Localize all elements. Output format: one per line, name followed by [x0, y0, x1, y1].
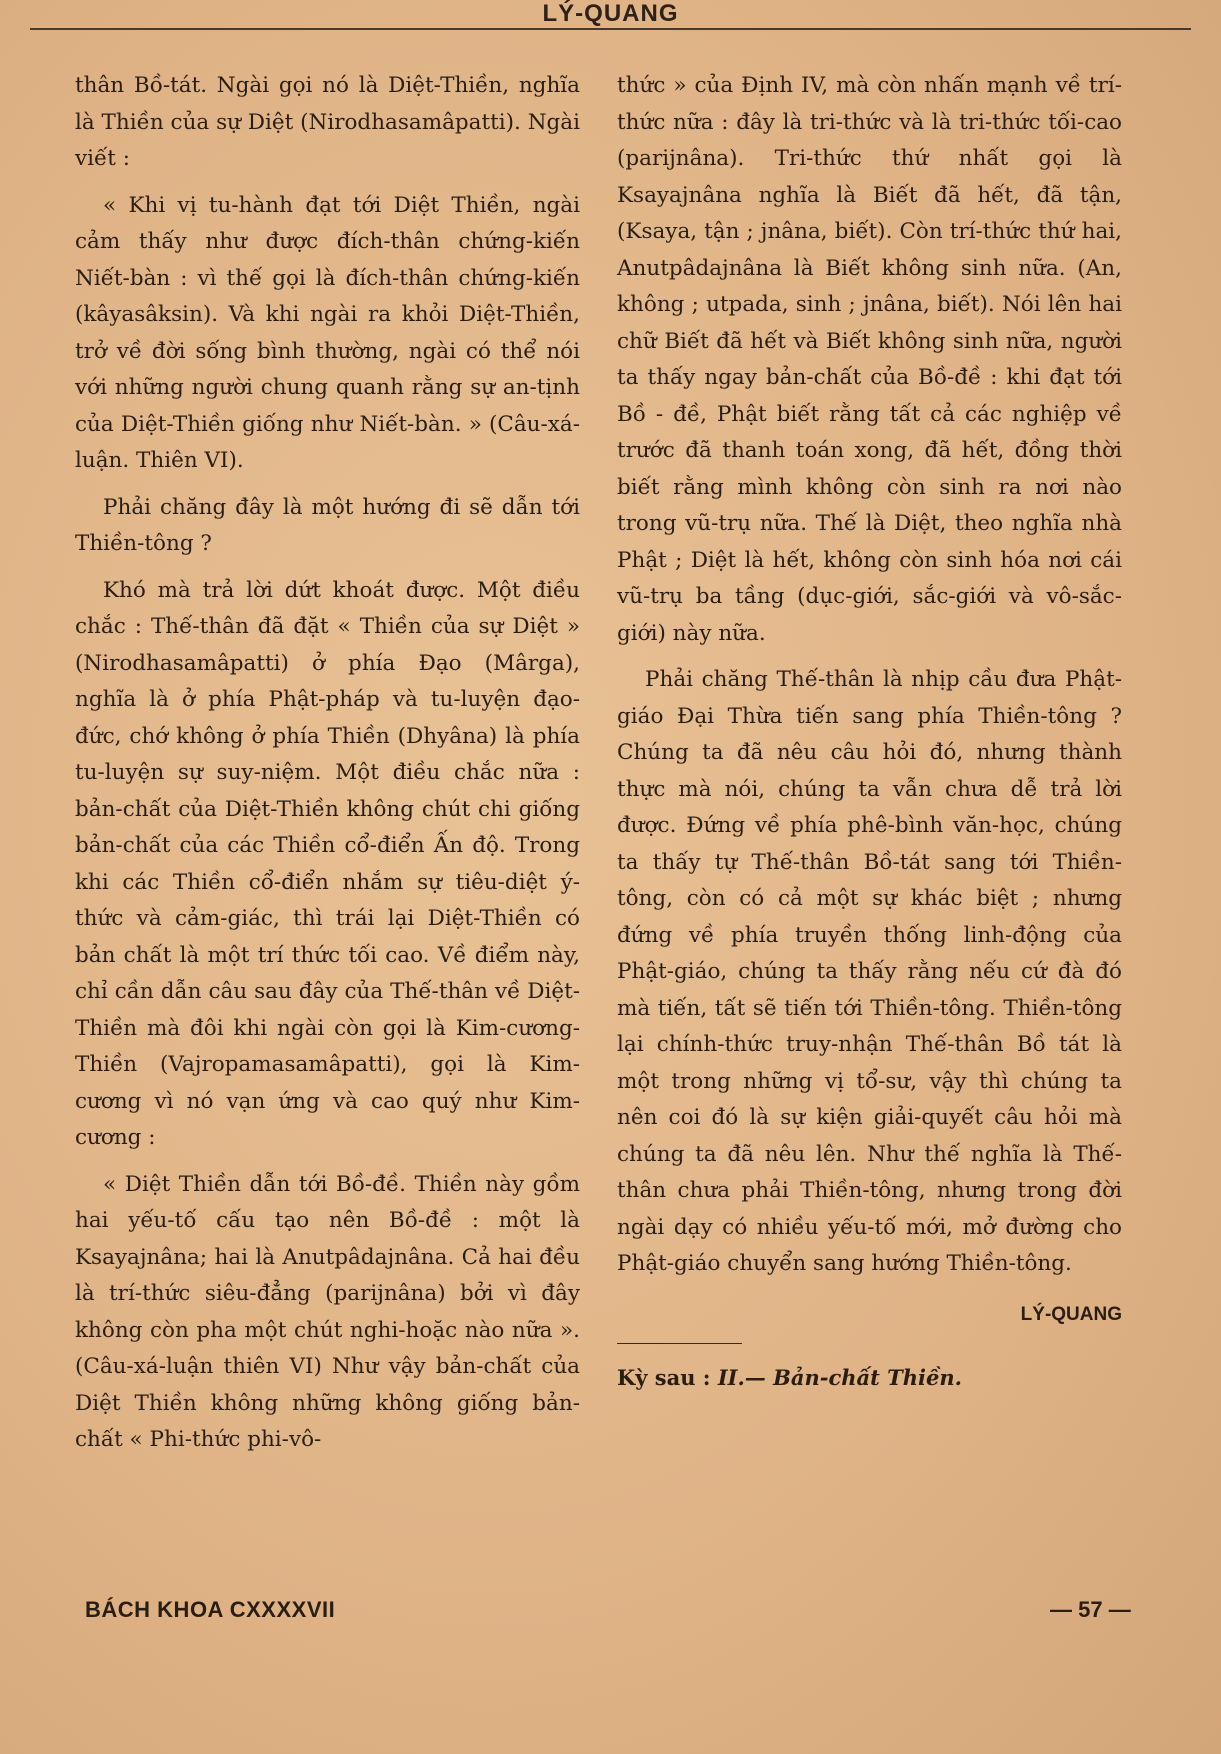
left-paragraph-4: Khó mà trả lời dứt khoát được. Một điều chắc : Thế-thân đã đặt « Thiền của sự Diệt » (Nirodhasamâpatti) ở phía Đạo (Mârga), nghĩa là ở phía Phật-pháp và tu-luyện đạo-đức, chớ không ở phía Thiền (Dhyâna) là phía tu-luyện sự suy-niệm. Một điều chắc nữa : bản-chất của Diệt-Thiền không chút chi giống bản-chất của các Thiền cổ-điển Ấn độ. Trong khi các Thiền cổ-điển nhắm sự tiêu-diệt ý-thức và cảm-giác, thì trái lại Diệt-Thiền có bản chất là một trí thức tối cao. Về điểm này, chỉ cần dẫn câu sau đây của Thế-thân về Diệt-Thiền mà đôi khi ngài còn gọi là Kim-cương-Thiền (Vajropamasamâpatti), gọi là Kim-cương vì nó vạn ứng và cao quý như Kim-cương : — [75, 577, 580, 1150]
right-column — [617, 68, 1122, 1407]
left-paragraph-2: « Khi vị tu-hành đạt tới Diệt Thiền, ngài cảm thấy như được đích-thân chứng-kiến Niết-bàn : vì thế gọi là đích-thân chứng-kiến (kâyasâksin). Và khi ngài ra khỏi Diệt-Thiền, trở về đời sống bình thường, ngài có thể nói với những người chung quanh rằng sự an-tịnh của Diệt-Thiền giống như Niết-bàn. » (Câu-xá-luận. Thiên VI). — [75, 192, 580, 473]
left-column — [75, 68, 580, 1469]
left-paragraph-1: thân Bồ-tát. Ngài gọi nó là Diệt-Thiền, nghĩa là Thiền của sự Diệt (Nirodhasamâpatti). Ngài viết : — [75, 73, 580, 171]
next-issue-label: Kỳ sau : — [617, 1365, 711, 1390]
magazine-footer: BÁCH KHOA CXXXXVII — [85, 1597, 336, 1622]
right-paragraph-1: thức » của Định IV, mà còn nhấn mạnh về trí-thức nữa : đây là tri-thức và là tri-thức tối-cao (parijnâna). Tri-thức thứ nhất gọi là Ksayajnâna nghĩa là Biết đã hết, đã tận, (Ksaya, tận ; jnâna, biết). Còn trí-thức thứ hai, Anutpâdajnâna là Biết không sinh nữa. (An, không ; utpada, sinh ; jnâna, biết). Nói lên hai chữ Biết đã hết và Biết không sinh nữa, người ta thấy ngay bản-chất của Bồ-đề : khi đạt tới Bồ - đề, Phật biết rằng tất cả các nghiệp về trước đã thanh toán xong, đã hết, đồng thời biết rằng mình không còn sinh ra nơi nào trong vũ-trụ nữa. Thế là Diệt, theo nghĩa nhà Phật ; Diệt là hết, không còn sinh hóa nơi cái vũ-trụ ba tầng (dục-giới, sắc-giới và vô-sắc-giới) này nữa. — [617, 73, 1122, 646]
left-paragraph-5: « Diệt Thiền dẫn tới Bồ-đề. Thiền này gồm hai yếu-tố cấu tạo nên Bồ-đề : một là Ksayajnâna; hai là Anutpâdajnâna. Cả hai đều là trí-thức siêu-đẳng (parijnâna) bởi vì đây không còn pha một chút nghi-hoặc nào nữa ». (Câu-xá-luận thiên VI) Như vậy bản-chất của Diệt Thiền không những không giống bản-chất « Phi-thức phi-vô- — [75, 1171, 580, 1452]
right-paragraph-2: Phải chăng Thế-thân là nhịp cầu đưa Phật-giáo Đại Thừa tiến sang phía Thiền-tông ? Chúng ta đã nêu câu hỏi đó, nhưng thành thực mà nói, chúng ta vẫn chưa dễ trả lời được. Đứng về phía phê-bình văn-học, chúng ta thấy tự Thế-thân Bồ-tát sang tới Thiền-tông, còn có cả một sự khác biệt ; nhưng đứng về phía truyền thống linh-động của Phật-giáo, chúng ta thấy rằng nếu cứ đà đó mà tiến, tất sẽ tiến tới Thiền-tông. Thiền-tông lại chính-thức truy-nhận Thế-thân Bồ tát là một trong những vị tổ-sư, vậy thì chúng ta nên coi đó là sự kiện giải-quyết câu hỏi mà chúng ta đã nêu lên. Như thế nghĩa là Thế-thân chưa phải Thiền-tông, nhưng trong đời ngài dạy có nhiều yếu-tố mới, mở đường cho Phật-giáo chuyển sang hướng Thiền-tông. — [617, 667, 1122, 1276]
header-rule — [30, 28, 1191, 30]
next-issue-title: II.— Bản-chất Thiền. — [717, 1365, 962, 1390]
running-head: LÝ-QUANG — [542, 0, 679, 27]
left-paragraph-3: Phải chăng đây là một hướng đi sẽ dẫn tới Thiền-tông ? — [75, 494, 580, 556]
author-signature: LÝ-QUANG — [1020, 1303, 1122, 1325]
signature-rule — [617, 1343, 742, 1344]
page-number: — 57 — — [1050, 1597, 1131, 1622]
next-issue-note — [617, 1360, 1122, 1397]
